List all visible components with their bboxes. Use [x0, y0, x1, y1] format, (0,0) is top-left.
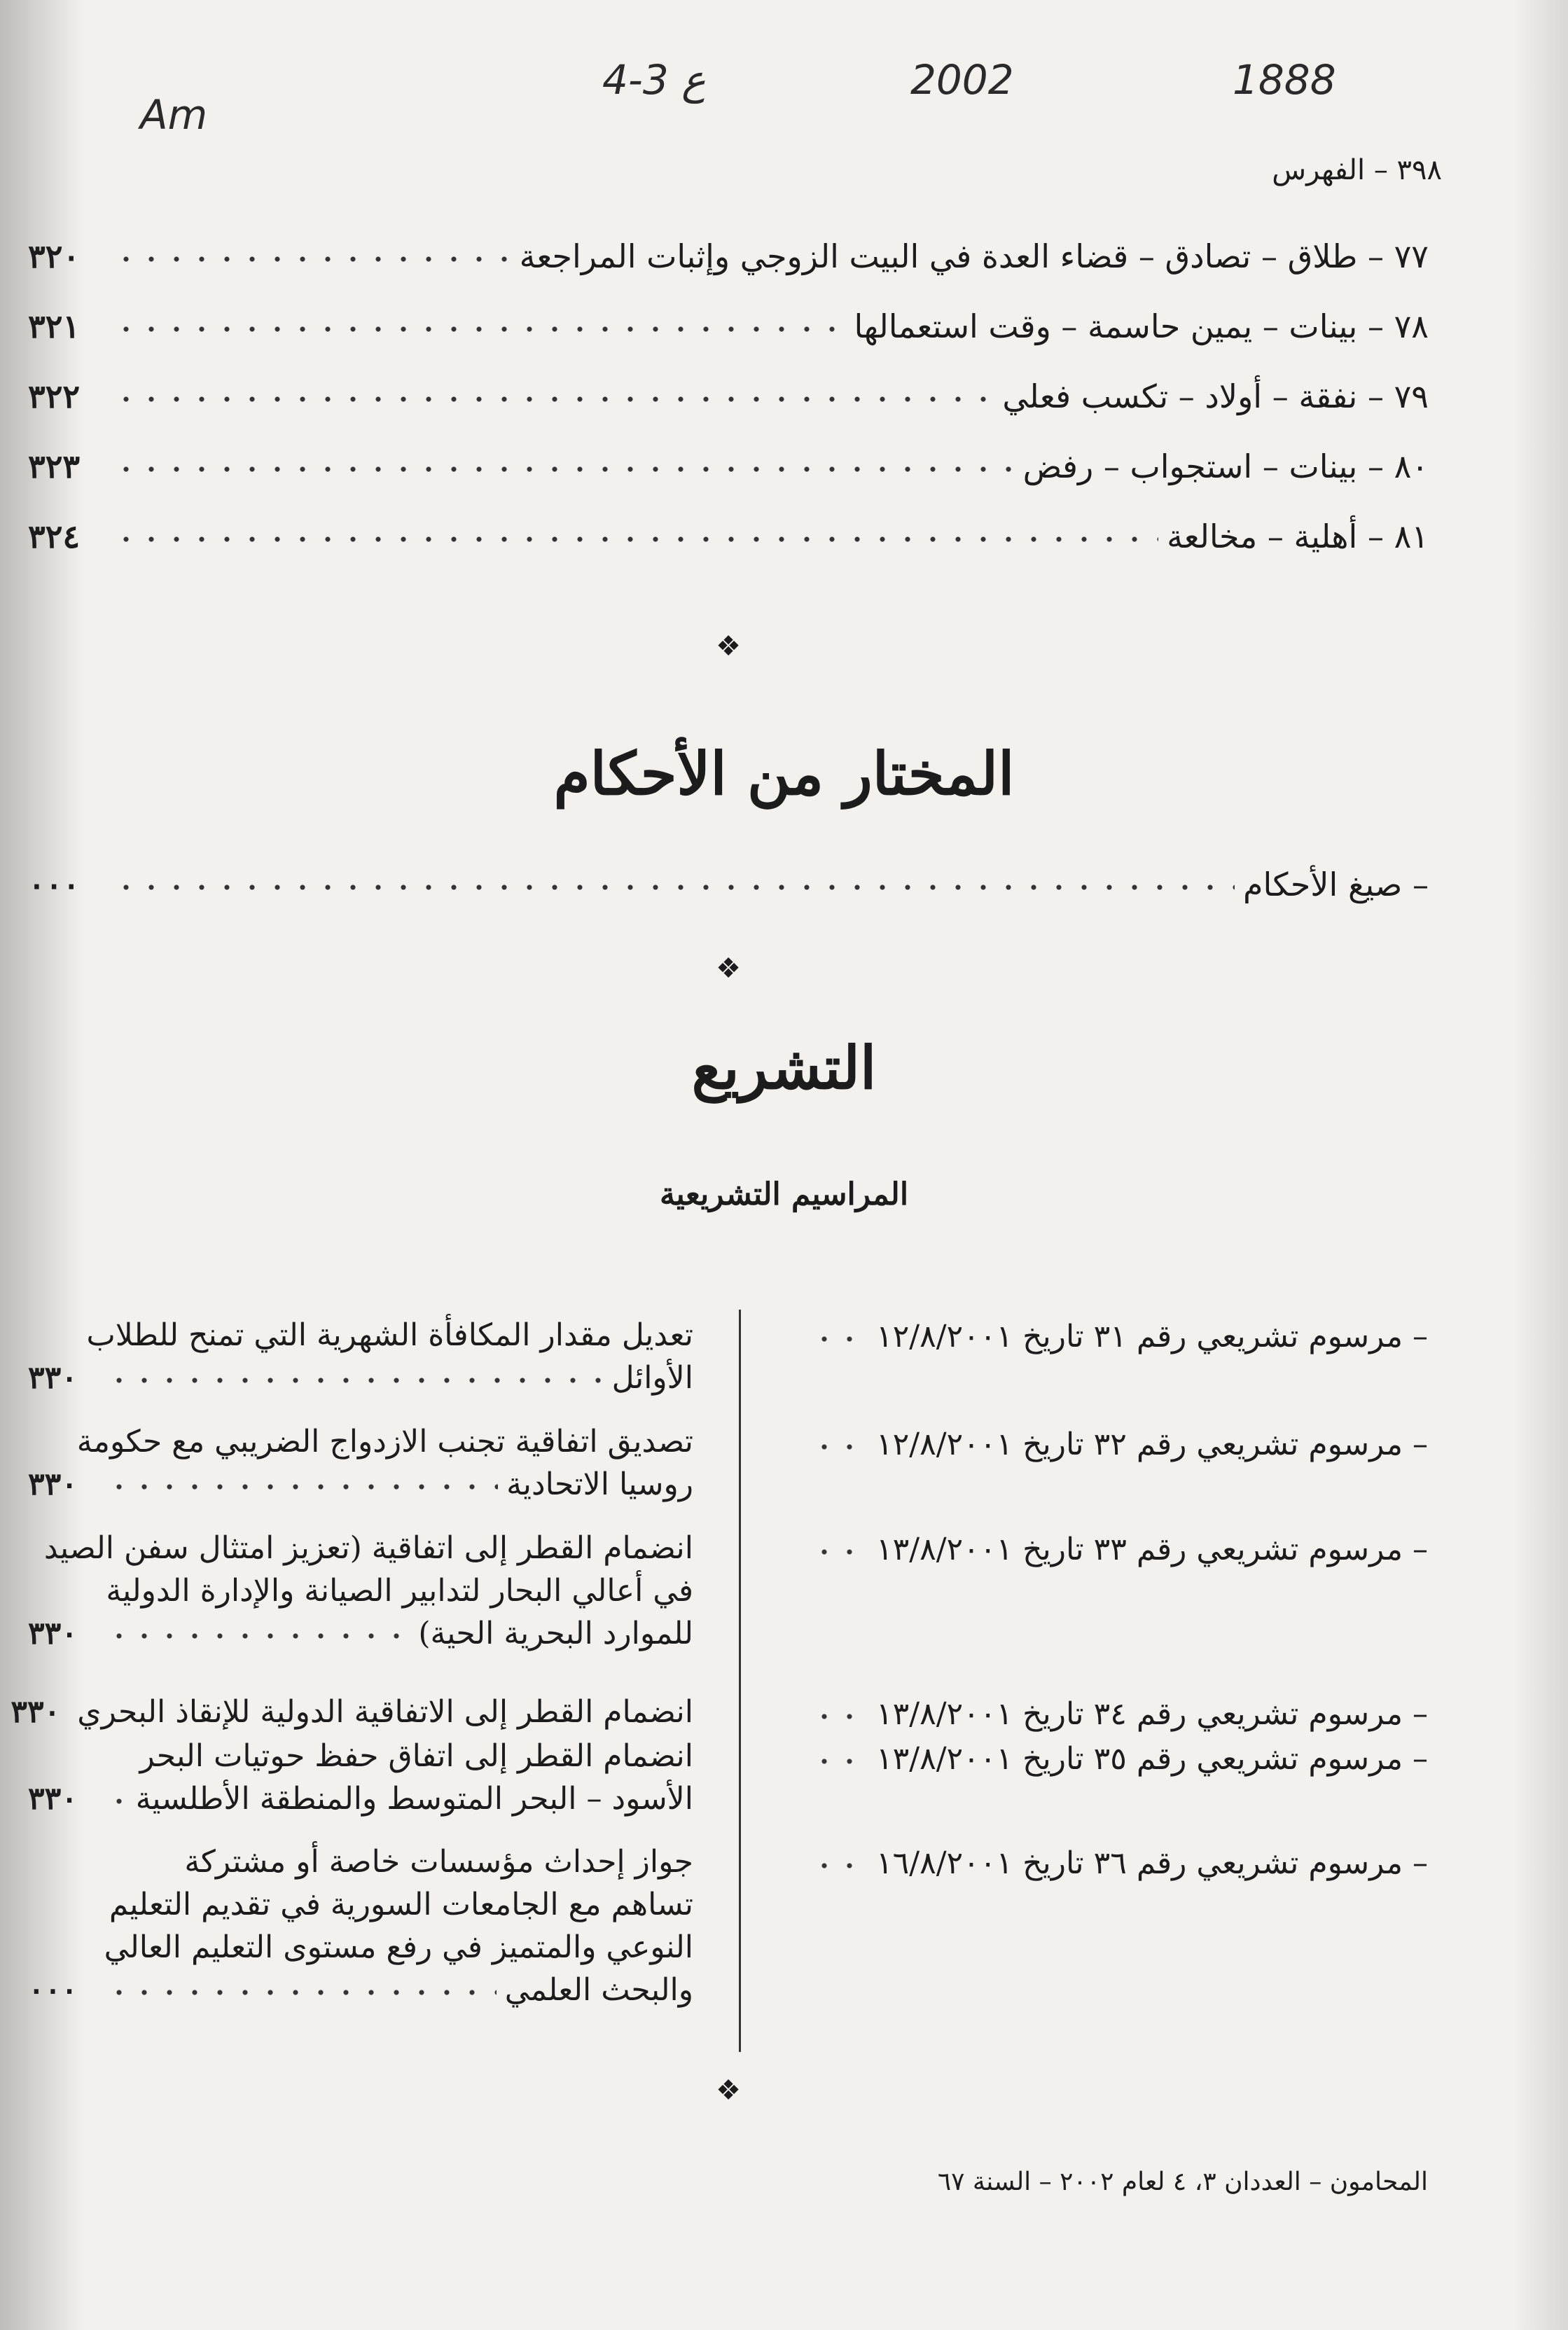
subject-entry	[28, 1735, 693, 1820]
subject-line: تعديل مقدار المكافأة الشهرية التي تمنح للطلاب	[86, 1317, 693, 1353]
subject-last-line: انضمام القطر إلى الاتفاقية الدولية للإنقاذ البحري ٣٣٠	[11, 1694, 693, 1730]
toc-title: ٨٠ – بينات – استجواب – رفض	[1022, 448, 1429, 485]
subject-entry	[11, 1691, 693, 1733]
leader-dots	[812, 1315, 866, 1357]
subject-page: ٣٣٠	[28, 1781, 78, 1817]
toc-title: ٧٧ – طلاق – تصادق – قضاء العدة في البيت الزوجي وإثبات المراجعة	[519, 237, 1429, 275]
toc-page: ٣٢١	[28, 307, 81, 345]
subject-line: في أعالي البحار لتدابير الصيانة والإدارة الدولية	[106, 1573, 693, 1609]
decree-entry	[812, 1734, 1428, 1783]
leader-dots	[812, 1693, 866, 1735]
subject-line: النوعي والمتميز في رفع مستوى التعليم العالي	[104, 1929, 693, 1965]
subject-line: انضمام القطر إلى اتفاقية (تعزيز امتثال سفن الصيد	[43, 1530, 693, 1566]
toc-page: ٣٢٠	[28, 237, 81, 275]
subject-page: ٣٣٠	[28, 1466, 78, 1502]
toc-entry	[28, 233, 1429, 279]
decree-entry	[812, 1689, 1428, 1738]
decree-label: – مرسوم تشريعي رقم ٣٤ تاريخ ١٣/٨/٢٠٠١	[876, 1696, 1428, 1732]
leader-dots	[812, 1842, 866, 1884]
handwritten-note: ع 3-4	[602, 56, 706, 104]
leader-dots	[812, 1423, 866, 1465]
subject-last-line: روسيا الاتحادية ٣٣٠	[28, 1463, 693, 1506]
toc-entry	[28, 861, 1429, 908]
toc-entry	[28, 443, 1429, 490]
subject-entry	[28, 1314, 693, 1399]
leader-dots	[106, 1971, 497, 2010]
subject-line: تساهم مع الجامعات السورية في تقديم التعليم	[109, 1887, 693, 1922]
decree-label: – مرسوم تشريعي رقم ٣٣ تاريخ ١٣/٨/٢٠٠١	[876, 1531, 1428, 1567]
toc-title: ٧٨ – بينات – يمين حاسمة – وقت استعمالها	[854, 307, 1429, 345]
ornament-icon: ❖	[716, 2074, 741, 2107]
toc-entry	[28, 373, 1429, 419]
section-title: التشريع	[691, 1033, 877, 1102]
leader-dots	[106, 1359, 604, 1398]
handwritten-note: 2002	[910, 56, 1014, 104]
subject-last-line: والبحث العلمي ٠٠٠	[28, 1969, 693, 2011]
page-edge-shadow-right	[1513, 0, 1568, 2330]
leader-dots	[113, 305, 846, 347]
leader-dots	[113, 445, 1015, 487]
decree-entry	[812, 1312, 1428, 1361]
page-header: ٣٩٨ – الفهرس	[1272, 154, 1442, 186]
subject-page: ٣٣٠	[28, 1616, 78, 1651]
decree-entry	[812, 1525, 1428, 1574]
subject-line: تصديق اتفاقية تجنب الازدواج الضريبي مع حكومة	[76, 1424, 693, 1459]
toc-title: ٨١ – أهلية – مخالعة	[1167, 518, 1429, 555]
leader-dots	[113, 515, 1158, 557]
subject-line: انضمام القطر إلى اتفاق حفظ حوتيات البحر	[139, 1738, 693, 1774]
decree-entry	[812, 1838, 1428, 1887]
leader-dots	[113, 864, 1235, 906]
leader-dots	[113, 375, 994, 417]
subject-last-line: الأوائل ٣٣٠	[28, 1357, 693, 1399]
toc-page: ٣٢٢	[28, 377, 81, 415]
toc-entry	[28, 513, 1429, 560]
leader-dots	[106, 1614, 410, 1653]
section-title: المختار من الأحكام	[553, 739, 1015, 808]
page-footer: المحامون – العددان ٣، ٤ لعام ٢٠٠٢ – السنة ٦٧	[937, 2168, 1428, 2196]
subject-page: ٣٣٠	[28, 1360, 78, 1396]
subject-entry	[28, 1527, 693, 1655]
leader-dots	[812, 1528, 866, 1570]
toc-page: ٠٠٠	[28, 866, 81, 903]
handwritten-note: 1888	[1233, 56, 1336, 104]
decree-label: – مرسوم تشريعي رقم ٣١ تاريخ ١٢/٨/٢٠٠١	[876, 1318, 1428, 1354]
toc-entry	[28, 303, 1429, 349]
column-divider	[739, 1310, 741, 2052]
subject-entry	[28, 1420, 693, 1506]
subject-page: ٠٠٠	[28, 1972, 78, 2008]
decree-label: – مرسوم تشريعي رقم ٣٥ تاريخ ١٣/٨/٢٠٠١	[876, 1740, 1428, 1777]
decree-entry	[812, 1420, 1428, 1469]
ornament-icon: ❖	[716, 952, 741, 985]
toc-page: ٣٢٤	[28, 518, 81, 555]
subject-line: جواز إحداث مؤسسات خاصة أو مشتركة	[184, 1844, 693, 1880]
ornament-icon: ❖	[716, 630, 741, 663]
subject-last-line: للموارد البحرية الحية) ٣٣٠	[28, 1612, 693, 1655]
subject-last-line: الأسود – البحر المتوسط والمنطقة الأطلسية ٣٣٠	[28, 1777, 693, 1820]
leader-dots	[113, 235, 511, 277]
leader-dots	[106, 1780, 127, 1819]
toc-page: ٣٢٣	[28, 448, 81, 485]
decree-label: – مرسوم تشريعي رقم ٣٦ تاريخ ١٦/٨/٢٠٠١	[876, 1845, 1428, 1881]
section-subtitle: المراسيم التشريعية	[659, 1177, 909, 1212]
leader-dots	[812, 1738, 866, 1780]
subject-page: ٣٣٠	[11, 1694, 61, 1730]
handwritten-note: Am	[140, 91, 208, 139]
toc-title: ٧٩ – نفقة – أولاد – تكسب فعلي	[1002, 377, 1429, 415]
toc-title: – صيغ الأحكام	[1242, 866, 1429, 903]
decree-label: – مرسوم تشريعي رقم ٣٢ تاريخ ١٢/٨/٢٠٠١	[876, 1426, 1428, 1462]
subject-entry	[28, 1840, 693, 2011]
leader-dots	[106, 1465, 498, 1504]
